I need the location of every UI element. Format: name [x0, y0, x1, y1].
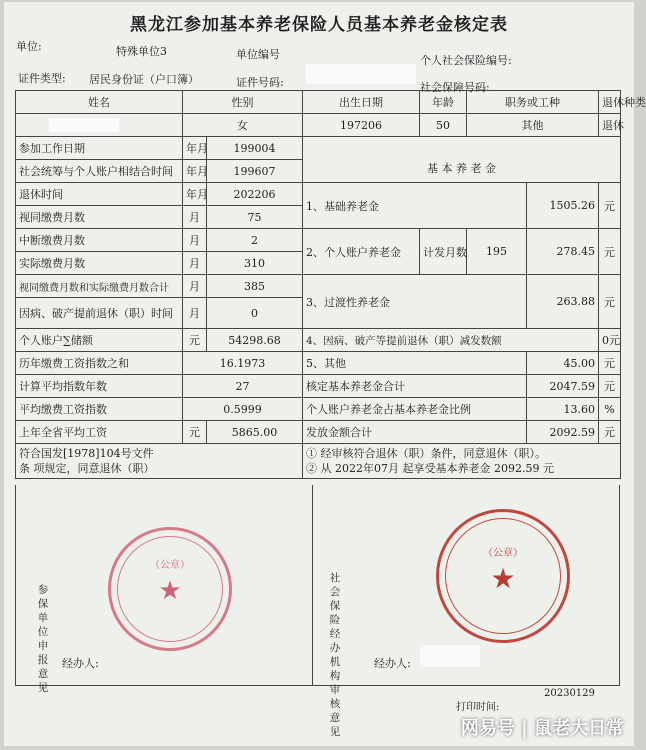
approval-divider: [312, 485, 313, 685]
reduce-value: 0: [602, 334, 609, 347]
early-unit: 月: [183, 298, 207, 329]
index-sum-label: 历年缴费工资指数之和: [16, 352, 183, 375]
section-title: 基 本 养 老 金: [427, 161, 496, 175]
rule-cell: [16, 444, 303, 479]
official-seal-right: [436, 509, 570, 643]
actual-unit: 月: [183, 252, 207, 275]
row-work-start: [16, 137, 621, 160]
interrupt-value: 2: [207, 229, 303, 252]
combine-value: 199607: [207, 160, 303, 183]
ratio-label: 个人账户养老金占基本养老金比例: [303, 398, 527, 421]
avg-wage-unit: 元: [183, 421, 207, 444]
total-unit: 元: [599, 375, 621, 398]
star-icon: ★: [490, 562, 516, 595]
index-sum-value: 16.1973: [183, 352, 303, 375]
work-start-label: 参加工作日期: [16, 137, 183, 160]
col-age: 年龄: [420, 91, 467, 114]
col-retire-type: 退休种类: [599, 91, 621, 114]
section-title-cell: [303, 137, 621, 183]
table-header-row: [16, 91, 621, 114]
id-type-label: 证件类型:: [18, 72, 66, 85]
note-1: ① 经审核符合退休（职）条件，同意退休（职）。: [306, 447, 546, 460]
other-label: 5、其他: [303, 352, 527, 375]
avg-wage-label: 上年全省平均工资: [16, 421, 183, 444]
interrupt-unit: 月: [183, 229, 207, 252]
personal-label: 2、个人账户养老金: [303, 229, 420, 275]
col-job: 职务或工种: [467, 91, 599, 114]
id-no-label: 证件号码:: [236, 76, 284, 89]
personal-value: 278.45: [527, 229, 599, 275]
col-gender: 性别: [183, 91, 303, 114]
deemed-label: 视同缴费月数: [16, 206, 183, 229]
actual-label: 实际缴费月数: [16, 252, 183, 275]
print-time-label: 打印时间:: [456, 702, 500, 713]
combine-label: 社会统筹与个人账户相结合时间: [16, 160, 183, 183]
id-type-value: 居民身份证（户口簿）: [89, 73, 199, 86]
retire-time-value: 202206: [207, 183, 303, 206]
person-age: 50: [420, 114, 467, 137]
total-value: 2047.59: [527, 375, 599, 398]
print-time-value: 20230129: [544, 688, 595, 699]
avg-years-value: 27: [183, 375, 303, 398]
official-seal-left: [108, 527, 232, 651]
ratio-value: 13.60: [527, 398, 599, 421]
basic-label: 1、基础养老金: [303, 183, 527, 229]
row-notes: [16, 444, 621, 479]
basic-value: 1505.26: [527, 183, 599, 229]
personal-no-label: 个人社会保险编号:: [420, 54, 512, 67]
row-avg-wage: [16, 421, 621, 444]
total-months-label: 视同缴费月数和实际缴费月数合计: [16, 275, 183, 298]
redacted-id-number: [306, 64, 416, 84]
row-balance: [16, 329, 621, 352]
avg-wage-value: 5865.00: [207, 421, 303, 444]
pension-table: [15, 90, 646, 479]
form-title: 黑龙江参加基本养老保险人员基本养老金核定表: [130, 15, 508, 35]
ratio-unit: %: [599, 398, 621, 421]
paid-label: 发放金额合计: [303, 421, 527, 444]
total-months-unit: 月: [183, 275, 207, 298]
interrupt-label: 中断缴费月数: [16, 229, 183, 252]
redacted-handler: [420, 645, 480, 667]
combine-unit: 年月: [183, 160, 207, 183]
months-value: 195: [467, 229, 527, 275]
transition-value: 263.88: [527, 275, 599, 329]
balance-value: 54298.68: [207, 329, 303, 352]
notes-cell: [303, 444, 621, 479]
agency-opinion-label: 社会保险经办机构审核意见: [329, 572, 341, 738]
unit-label: 单位:: [16, 40, 42, 53]
other-value: 45.00: [527, 352, 599, 375]
note-2: ② 从 2022年07月 起享受基本养老金 2092.59 元: [306, 462, 554, 475]
avg-index-value: 0.5999: [183, 398, 303, 421]
row-index-sum: [16, 352, 621, 375]
unit-no-label: 单位编号: [236, 48, 280, 61]
rule-line2: 条 项规定，同意退休（职）: [19, 462, 155, 475]
row-avg-index: [16, 398, 621, 421]
person-name-redacted: [16, 114, 183, 137]
star-icon: ★: [158, 576, 182, 606]
rule-line1: 符合国发[1978]104号文件: [19, 447, 154, 460]
row-retire-time: [16, 183, 621, 206]
row-interrupt: [16, 229, 621, 252]
paid-value: 2092.59: [527, 421, 599, 444]
col-birth: 出生日期: [303, 91, 420, 114]
avg-index-label: 平均缴费工资指数: [16, 398, 183, 421]
months-label: 计发月数: [420, 229, 467, 275]
person-job: 其他: [467, 114, 599, 137]
paid-unit: 元: [599, 421, 621, 444]
balance-unit: 元: [183, 329, 207, 352]
basic-unit: 元: [599, 183, 621, 229]
reduce-unit: 元: [609, 334, 620, 347]
row-total-months: [16, 275, 621, 298]
unit-value: 特殊单位3: [116, 45, 167, 58]
early-label: 因病、破产提前退休（职）时间: [16, 298, 183, 329]
handler-right-label: 经办人:: [374, 657, 411, 670]
actual-value: 310: [207, 252, 303, 275]
handler-left-label: 经办人:: [62, 657, 99, 670]
deemed-unit: 月: [183, 206, 207, 229]
reduce-cell: [599, 329, 621, 352]
work-start-value: 199004: [207, 137, 303, 160]
watermark: 网易号 | 鼠老大日常: [460, 718, 624, 739]
balance-label: 个人账户∑储额: [16, 329, 183, 352]
transition-label: 3、过渡性养老金: [303, 275, 527, 329]
transition-unit: 元: [599, 275, 621, 329]
person-birth: 197206: [303, 114, 420, 137]
form-sheet: [4, 2, 646, 746]
seal-right-label: （公章）: [483, 548, 523, 559]
ss-code-label: 社会保障号码:: [420, 81, 490, 94]
retire-time-label: 退休时间: [16, 183, 183, 206]
col-name: 姓名: [16, 91, 183, 114]
deemed-value: 75: [207, 206, 303, 229]
work-start-unit: 年月: [183, 137, 207, 160]
early-value: 0: [207, 298, 303, 329]
row-avg-years: [16, 375, 621, 398]
personal-unit: 元: [599, 229, 621, 275]
person-row: [16, 114, 621, 137]
retire-time-unit: 年月: [183, 183, 207, 206]
avg-years-label: 计算平均指数年数: [16, 375, 183, 398]
other-unit: 元: [599, 352, 621, 375]
unit-opinion-label: 参保单位申报意见: [37, 584, 49, 694]
total-months-value: 385: [207, 275, 303, 298]
reduce-label: 4、因病、破产等提前退休（职）减发数额: [303, 329, 599, 352]
person-gender: 女: [183, 114, 303, 137]
person-retire-type: 退休: [599, 114, 621, 137]
total-label: 核定基本养老金合计: [303, 375, 527, 398]
seal-left-label: （公章）: [150, 560, 190, 571]
